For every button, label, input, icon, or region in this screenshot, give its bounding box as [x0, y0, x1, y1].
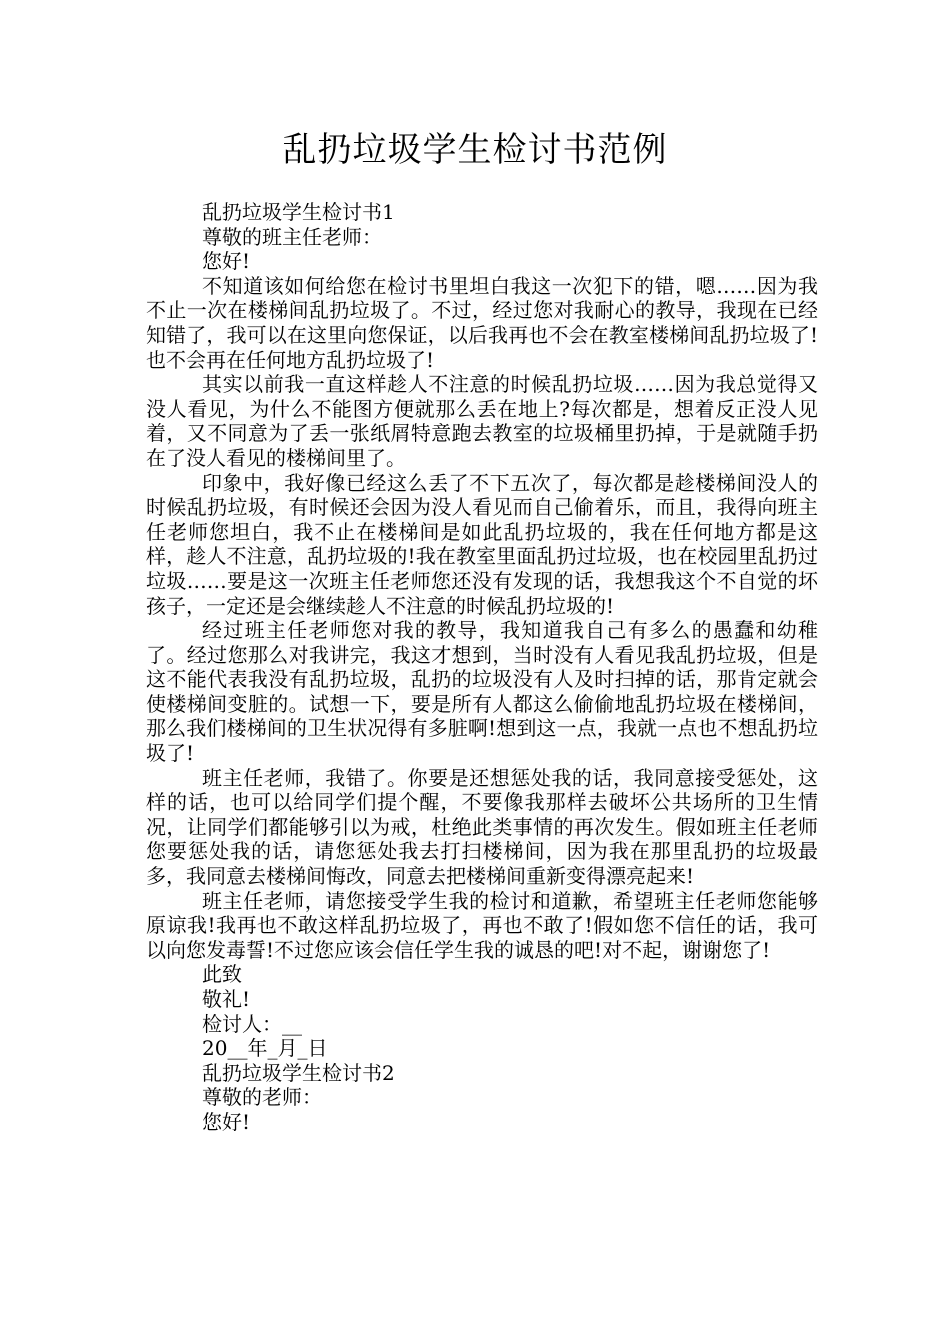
letter1-paragraph: 班主任老师，请您接受学生我的检讨和道歉，希望班主任老师您能够原谅我!我再也不敢这样乱扔垃圾了，再也不敢了!假如您不信任的话，我可以向您发毒誓!不过您应该会信任学生我的诚恳的吧!对不起，谢谢您了!	[146, 888, 818, 962]
letter1-date: 20__年_月_日	[202, 1036, 328, 1061]
letter1-paragraph: 其实以前我一直这样趁人不注意的时候乱扔垃圾……因为我总觉得又没人看见，为什么不能图方便就那么丢在地上?每次都是，想着反正没人见着，又不同意为了丢一张纸屑特意跑去教室的垃圾桶里扔掉，于是就随手扔在了没人看见的楼梯间里了。	[146, 372, 818, 470]
letter1-closing-2: 敬礼!	[202, 987, 251, 1011]
letter1-paragraph: 经过班主任老师您对我的教导，我知道我自己有多么的愚蠢和幼稚了。经过您那么对我讲完，我这才想到，当时没有人看见我乱扔垃圾，但是这不能代表我没有乱扔垃圾，乱扔的垃圾没有人及时扫掉的话，那肯定就会使楼梯间变脏的。试想一下，要是所有人都这么偷偷地乱扔垃圾在楼梯间，那么我们楼梯间的卫生状况得有多脏啊!想到这一点，我就一点也不想乱扔垃圾了!	[146, 618, 818, 766]
letter2-salutation: 尊敬的老师：	[202, 1085, 322, 1110]
letter2-heading: 乱扔垃圾学生检讨书2	[202, 1060, 395, 1085]
letter1-paragraph: 班主任老师，我错了。你要是还想惩处我的话，我同意接受惩处，这样的话，也可以给同学们提个醒，不要像我那样去破坏公共场所的卫生情况，让同学们都能够引以为戒，杜绝此类事情的再次发生。假如班主任老师您要惩处我的话，请您惩处我去打扫楼梯间，因为我在那里乱扔的垃圾最多，我同意去楼梯间悔改，同意去把楼梯间重新变得漂亮起来!	[146, 765, 818, 889]
letter1-greeting: 您好!	[202, 249, 251, 274]
letter1-signature: 检讨人：__	[202, 1011, 302, 1036]
letter2-greeting: 您好!	[202, 1109, 251, 1134]
letter1-heading: 乱扔垃圾学生检讨书1	[202, 200, 395, 224]
letter1-paragraph: 不知道该如何给您在检讨书里坦白我这一次犯下的错，嗯……因为我不止一次在楼梯间乱扔垃圾了。不过，经过您对我耐心的教导，我现在已经知错了，我可以在这里向您保证，以后我再也不会在教室楼梯间乱扔垃圾了!也不会再在任何地方乱扔垃圾了!	[146, 273, 818, 372]
letter1-salutation: 尊敬的班主任老师：	[202, 224, 382, 249]
document-body	[146, 200, 818, 1135]
letter1-paragraph: 印象中，我好像已经这么丢了不下五次了，每次都是趁楼梯间没人的时候乱扔垃圾，有时候还会因为没人看见而自己偷着乐，而且，我得向班主任老师您坦白，我不止在楼梯间是如此乱扔垃圾的，我在任何地方都是这样，趁人不注意，乱扔垃圾的!我在教室里面乱扔过垃圾，也在校园里乱扔过垃圾……要是这一次班主任老师您还没有发现的话，我想我这个不自觉的坏孩子，一定还是会继续趁人不注意的时候乱扔垃圾的!	[146, 470, 818, 618]
document-title: 乱扔垃圾学生检讨书范例	[282, 130, 668, 170]
letter1-closing-1: 此致	[202, 962, 242, 987]
